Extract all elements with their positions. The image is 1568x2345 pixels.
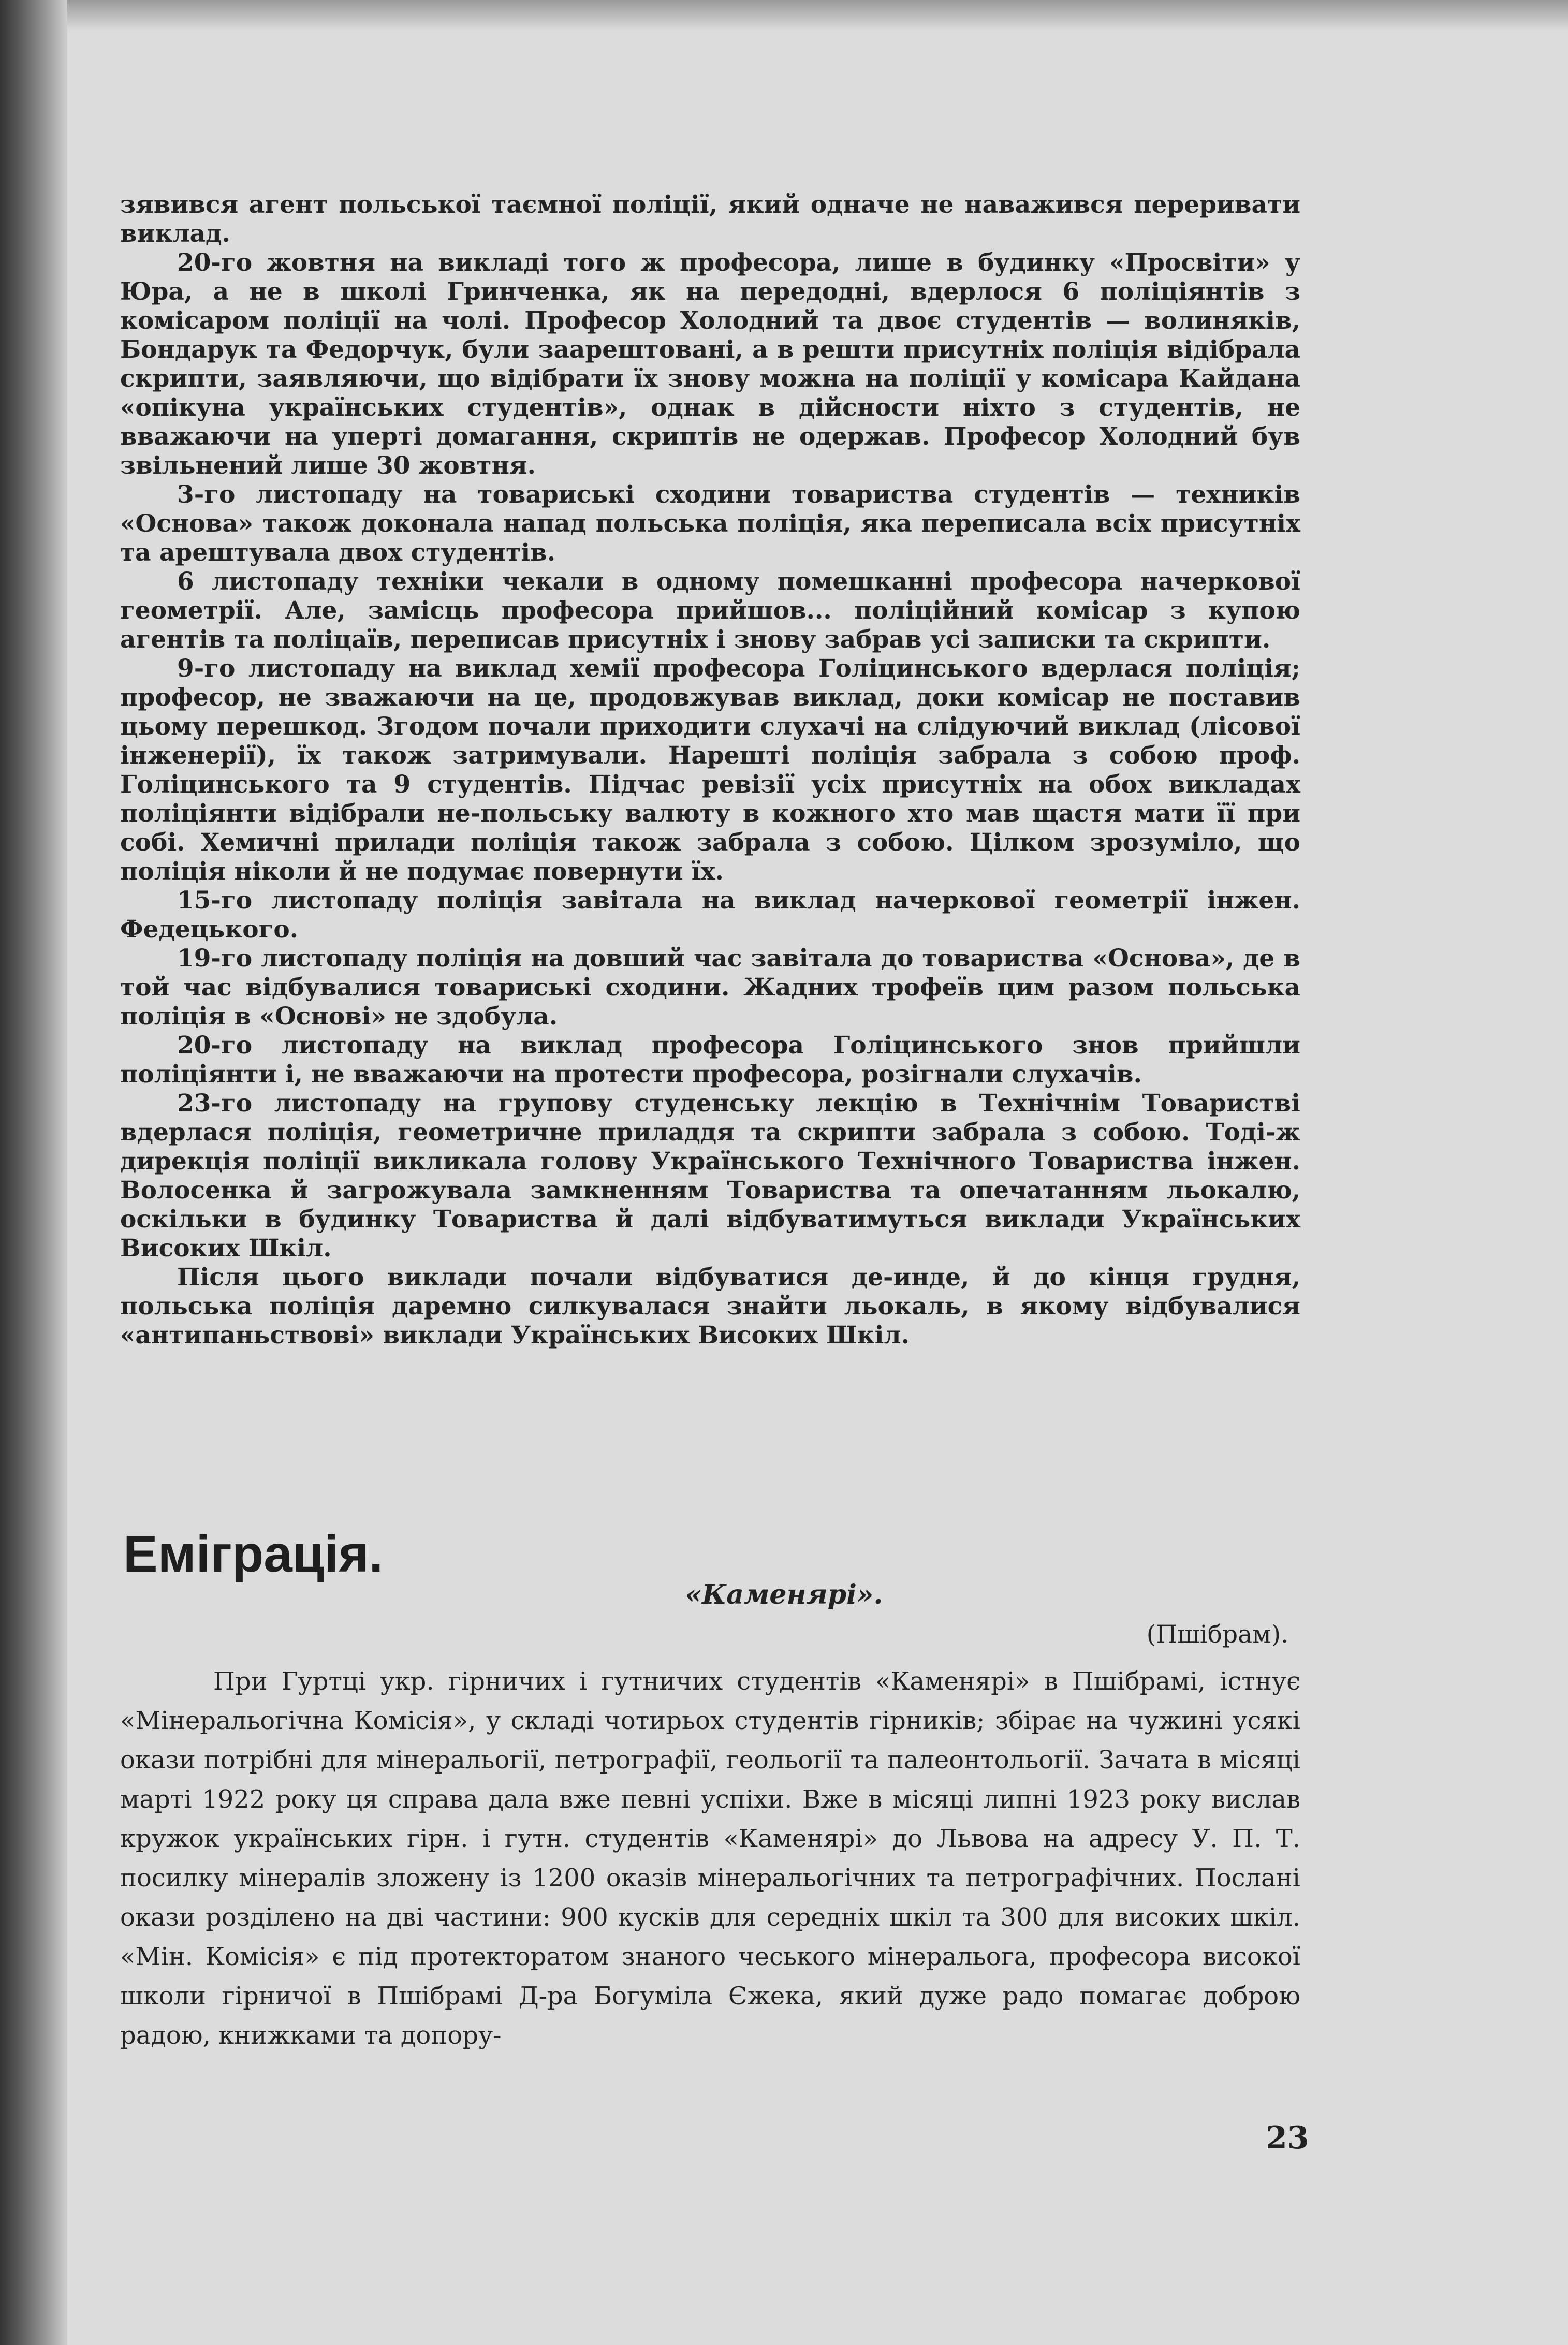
page-binding-edge	[0, 0, 67, 2345]
report-text	[120, 190, 1300, 1350]
paragraph: При Гуртці укр. гірничих і гутничих студентів «Каменярі» в Пшібрамі, істнує «Мінеральогічна Комісія», у складі чотирьох студентів гірників; збірає на чужині усякі окази потрібні для мінеральогії, петрографії, геольогії та палеонтольогії. Зачата в місяці марті 1922 року ця справа дала вже певні успіхи. Вже в місяці липні 1923 року вислав кружок українських гірн. і гутн. студентів «Каменярі» до Львова на адресу У. П. Т. посилку мінералів зложену із 1200 оказів мінеральогічних та петрографічних. Послані окази розділено на дві частини: 900 кусків для середніх шкіл та 300 для високих шкіл. «Мін. Комісія» є під протекторатом знаного чеського мінеральога, професора високої школи гірничої в Пшібрамі Д-ра Богуміла Єжека, який дуже радо помагає доброю радою, книжками та допору-	[120, 1667, 1300, 2050]
paragraph: Після цього виклади почали відбуватися де-инде, й до кінця грудня, польська поліція даремно силкувалася знайти льокаль, в якому відбувалися «антипаньствові» виклади Українських Високих Шкіл.	[120, 1263, 1300, 1350]
page-number: 23	[1266, 2120, 1309, 2156]
paragraph: 19-го листопаду поліція на довший час завітала до товариства «Основа», де в той час відбувалися товариські сходини. Жадних трофеїв цим разом польська поліція в «Основі» не здобула.	[120, 944, 1300, 1031]
paragraph: 3-го листопаду на товариські сходини товариства студентів — техників «Основа» також доконала напад польська поліція, яка переписала всіх присутніх та арештувала двох студентів.	[120, 480, 1300, 567]
paragraph: 20-го листопаду на виклад професора Голіцинського знов прийшли поліціянти і, не вважаючи на протести професора, розігнали слухачів.	[120, 1031, 1300, 1089]
paragraph: 20-го жовтня на викладі того ж професора, лише в будинку «Просвіти» у Юра, а не в школі Гринченка, як на передодні, вдерлося 6 поліціянтів з комісаром поліції на чолі. Професор Холодний та двоє студентів — волиняків, Бондарук та Федорчук, були заарештовані, а в решти присутніх поліція відібрала скрипти, заявляючи, що відібрати їх знову можна на поліції у комісара Кайдана «опікуна українських студентів», однак в дійсности ніхто з студентів, не вважаючи на уперті домагання, скриптів не одержав. Професор Холодний був звільнений лише 30 жовтня.	[120, 248, 1300, 480]
subsection-title: «Каменярі».	[685, 1579, 883, 1610]
page-top-shadow	[0, 0, 1568, 31]
paragraph: 6 листопаду техніки чекали в одному помешканні професора начеркової геометрії. Але, замісць професора прийшов... поліційний комісар з купою агентів та поліцаїв, переписав присутніх і знову забрав усі записки та скрипти.	[120, 567, 1300, 654]
emigration-text	[120, 1662, 1300, 2055]
section-title: Еміграція.	[123, 1525, 384, 1583]
paragraph: 15-го листопаду поліція завітала на виклад начеркової геометрії інжен. Федецького.	[120, 886, 1300, 944]
paragraph: 23-го листопаду на групову студенську лекцію в Технічнім Товаристві вдерлася поліція, геометричне приладдя та скрипти забрала з собою. Тоді-ж дирекція поліції викликала голову Українського Технічного Товариства інжен. Волосенка й загрожувала замкненням Товариства та опечатанням льокалю, оскільки в будинку Товариства й далі відбуватимуться виклади Українських Високих Шкіл.	[120, 1089, 1300, 1263]
location-note: (Пшібрам).	[1146, 1620, 1288, 1649]
paragraph: 9-го листопаду на виклад хемії професора Голіцинського вдерлася поліція; професор, не зважаючи на це, продовжував виклад, доки комісар не поставив цьому перешкод. Згодом почали приходити слухачі на слідуючий виклад (лісової інженерії), їх також затримували. Нарешті поліція забрала з собою проф. Голіцинського та 9 студентів. Підчас ревізії усіх присутніх на обох викладах поліціянти відібрали не-польську валюту в кожного хто мав щастя мати її при собі. Хемичні прилади поліція також забрала з собою. Цілком зрозуміло, що поліція ніколи й не подумає повернути їх.	[120, 654, 1300, 886]
paragraph: зявився агент польської таємної поліції, який одначе не наважився переривати виклад.	[120, 190, 1300, 248]
